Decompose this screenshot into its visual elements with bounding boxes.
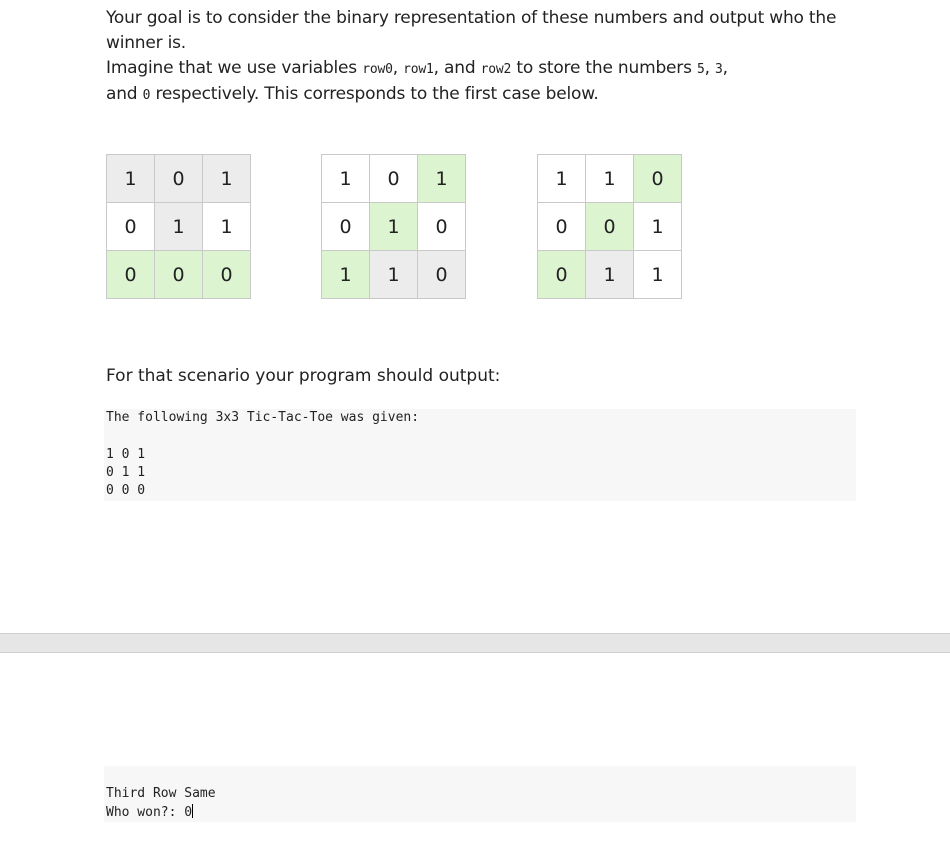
scenario-text: For that scenario your program should output:	[106, 366, 501, 386]
grid-cell: 1	[322, 155, 370, 203]
grid-cell: 1	[203, 155, 251, 203]
grid-cell: 1	[322, 251, 370, 299]
num-5: 5	[696, 62, 705, 77]
text: ,	[704, 58, 716, 78]
text: , and	[433, 58, 481, 78]
tic-tac-toe-grid-3	[537, 154, 682, 299]
grid-cell: 1	[418, 155, 466, 203]
instructions	[106, 6, 866, 108]
text: and	[106, 84, 143, 104]
grid-cell: 0	[155, 251, 203, 299]
grid-cell: 0	[155, 155, 203, 203]
output-row-0: 1 0 1	[106, 447, 146, 462]
output-row-2: 0 0 0	[106, 483, 146, 498]
grid-cell: 0	[107, 203, 155, 251]
console-panel	[104, 766, 856, 822]
tic-tac-toe-grid-1	[106, 154, 251, 299]
text: ,	[392, 58, 404, 78]
grid-cell: 0	[538, 203, 586, 251]
grid-cell: 0	[538, 251, 586, 299]
var-row1: row1	[403, 62, 434, 77]
grid-cell: 0	[418, 203, 466, 251]
grid-cell: 0	[634, 155, 682, 203]
instructions-paragraph-1: Your goal is to consider the binary representation of these numbers and output who the winner is.	[106, 8, 837, 53]
instructions-paragraph-2	[106, 56, 866, 108]
grid-cell: 0	[322, 203, 370, 251]
grid-cell: 1	[155, 203, 203, 251]
text-cursor	[192, 804, 193, 818]
grid-cell: 1	[538, 155, 586, 203]
grid-cell: 0	[370, 155, 418, 203]
text: Imagine that we use variables	[106, 58, 363, 78]
console-prompt: Who won?:	[106, 805, 185, 820]
text: respectively. This corresponds to the first case below.	[150, 84, 599, 104]
grid-cell: 1	[634, 203, 682, 251]
grid-cell: 0	[203, 251, 251, 299]
grid-cell: 1	[586, 251, 634, 299]
panel-divider[interactable]	[0, 633, 950, 653]
console-line: Third Row Same	[106, 786, 216, 801]
grid-cell: 0	[418, 251, 466, 299]
grid-cell: 1	[370, 251, 418, 299]
text: to store the numbers	[511, 58, 697, 78]
grid-cell: 1	[586, 155, 634, 203]
output-header: The following 3x3 Tic-Tac-Toe was given:	[106, 410, 420, 425]
grid-cell: 0	[586, 203, 634, 251]
tic-tac-toe-grid-2	[321, 154, 466, 299]
grid-cell: 1	[107, 155, 155, 203]
grid-cell: 1	[370, 203, 418, 251]
output-row-1: 0 1 1	[106, 465, 146, 480]
expected-output-block	[104, 409, 856, 501]
var-row2: row2	[480, 62, 512, 77]
grid-cell: 1	[634, 251, 682, 299]
var-row0: row0	[362, 62, 393, 77]
grid-cell: 1	[203, 203, 251, 251]
grid-cell: 0	[107, 251, 155, 299]
console-input[interactable]: 0	[184, 805, 193, 820]
num-3: 3	[715, 62, 723, 77]
console-prompt-line	[106, 804, 193, 820]
text: ,	[722, 58, 728, 78]
num-0: 0	[142, 88, 151, 103]
